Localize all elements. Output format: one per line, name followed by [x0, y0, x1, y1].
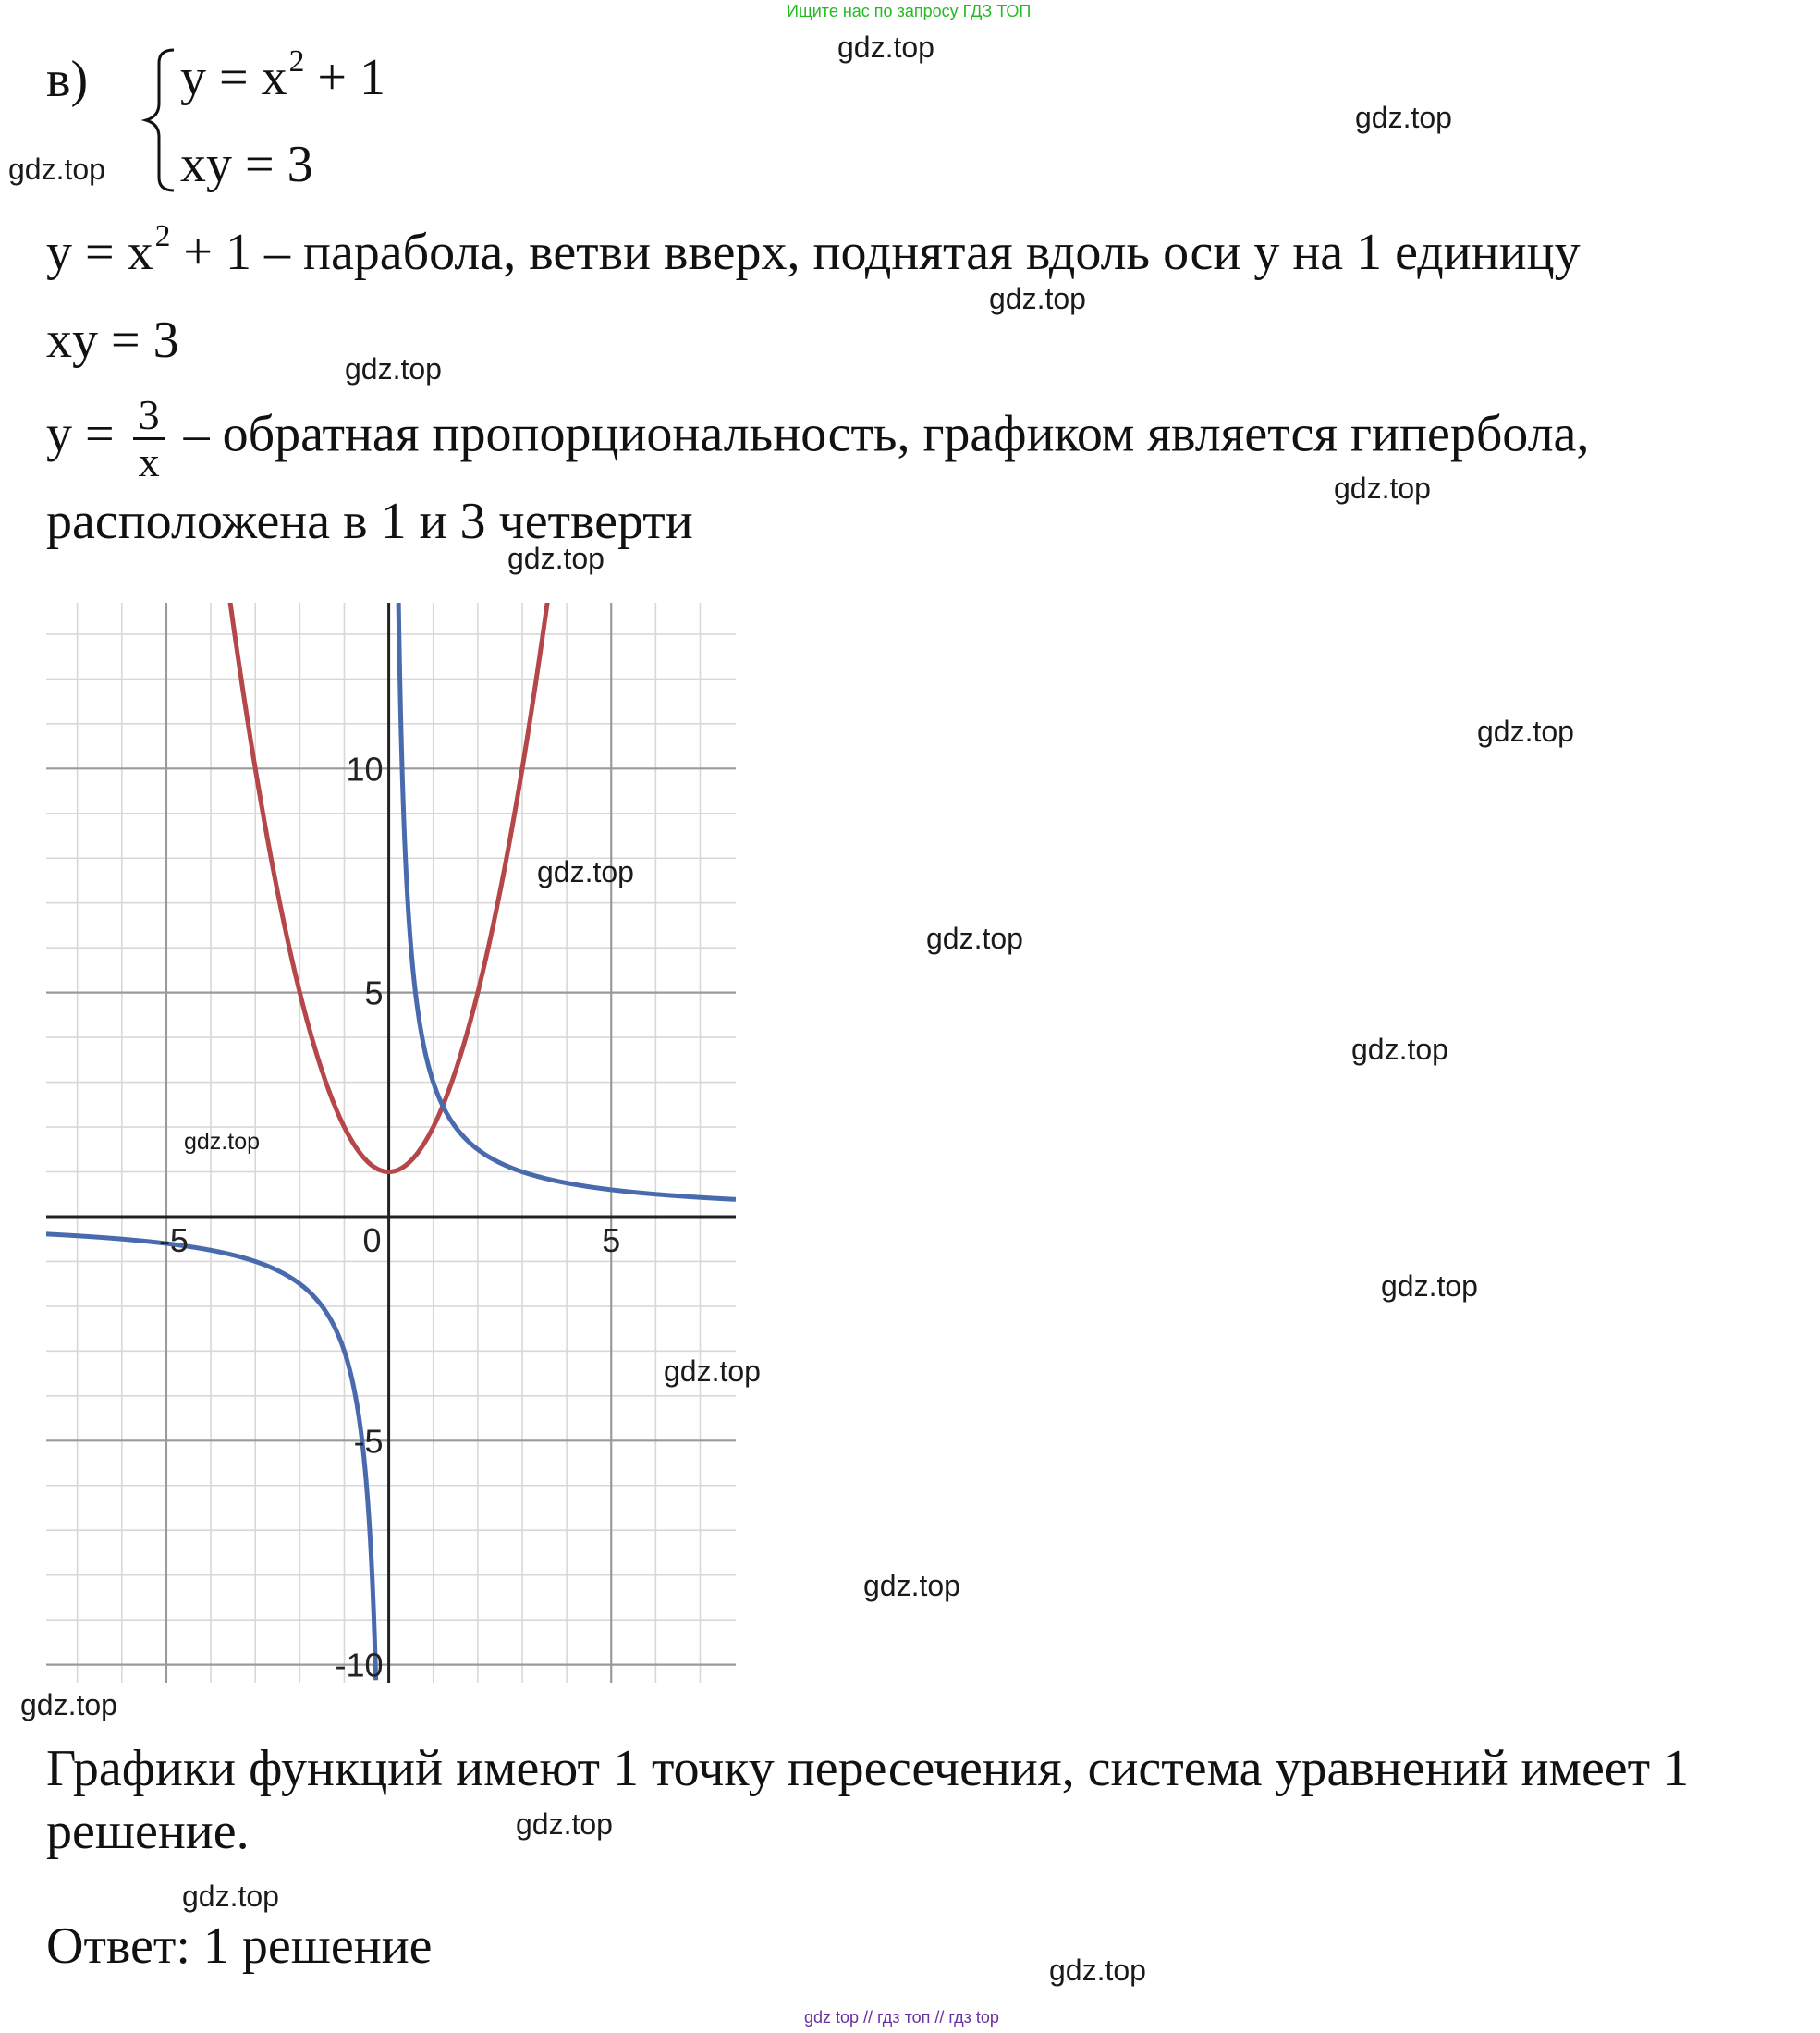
watermark: gdz.top — [182, 1880, 279, 1913]
watermark: gdz.top — [1049, 1953, 1146, 1987]
function-graph — [46, 603, 739, 1683]
x-tick-label: -5 — [158, 1220, 189, 1259]
x-tick-label: 5 — [602, 1220, 621, 1259]
watermark: gdz.top — [863, 1569, 960, 1602]
watermark: gdz.top — [1477, 715, 1574, 748]
y-tick-label: -10 — [335, 1646, 384, 1683]
top-banner: Ищите нас по запросу ГДЗ ТОП — [787, 2, 1032, 20]
watermark: gdz.top — [1334, 472, 1431, 505]
watermark: gdz.top — [537, 855, 634, 888]
x-tick-label: 0 — [362, 1220, 382, 1259]
system-equation-2: xy = 3 — [180, 136, 313, 193]
watermark: gdz.top — [184, 1129, 261, 1155]
footer-watermark: gdz top // гдз топ // гдз top — [804, 2008, 999, 2027]
grid-major-lines — [46, 603, 736, 1683]
y-tick-label: 5 — [364, 974, 384, 1012]
watermark: gdz.top — [1381, 1269, 1478, 1303]
axes — [46, 603, 736, 1683]
watermark: gdz.top — [8, 153, 105, 186]
equation-xy: xy = 3 — [46, 312, 179, 369]
system-equation-1: $y = x^2 + 1$ — [180, 43, 385, 106]
watermark: gdz.top — [345, 352, 442, 386]
watermark: gdz.top — [516, 1807, 613, 1841]
conclusion-line-1: Графики функций имеют 1 точку пересечения, система уравнений имеет 1 — [46, 1740, 1690, 1797]
problem-label: в) — [46, 51, 89, 108]
watermark: gdz.top — [837, 31, 934, 64]
watermark: gdz.top — [1355, 101, 1452, 134]
answer: Ответ: 1 решение — [46, 1917, 433, 1975]
grid-minor-lines — [46, 603, 736, 1683]
watermark: gdz.top — [989, 282, 1086, 315]
y-tick-label: 10 — [346, 750, 384, 789]
hyperbola-description: y = $\frac{3}{x}$ – обратная пропорциональность, графиком является гипербола, — [46, 391, 1590, 486]
fraction-3-over-x: $\frac{3}{x}$ — [133, 393, 165, 485]
y-tick-label: -5 — [353, 1422, 384, 1461]
watermark: gdz.top — [20, 1688, 117, 1721]
watermark: gdz.top — [926, 922, 1023, 955]
watermark: gdz.top — [507, 542, 605, 575]
equation-system — [139, 43, 527, 194]
hyperbola-quadrants: расположена в 1 и 3 четверти — [46, 493, 693, 550]
parabola-description: $y = x^2 + 1$ – парабола, ветви вверх, поднятая вдоль оси y на 1 единицу — [46, 218, 1581, 281]
conclusion-line-2: решение. — [46, 1803, 250, 1860]
watermark: gdz.top — [664, 1354, 761, 1388]
watermark: gdz.top — [1351, 1033, 1448, 1066]
